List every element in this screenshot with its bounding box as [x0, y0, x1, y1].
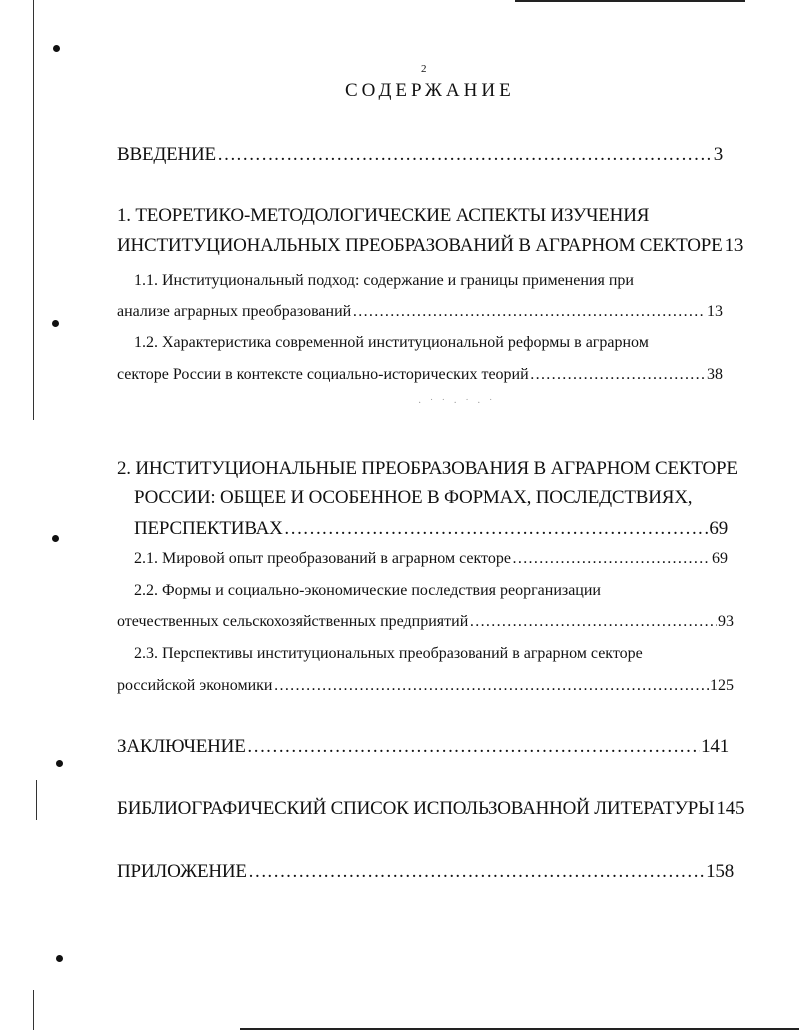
- toc-leader: [284, 518, 709, 540]
- toc-entry-appendix[interactable]: [117, 861, 734, 883]
- toc-label: ИНСТИТУЦИОНАЛЬНЫХ ПРЕОБРАЗОВАНИЙ В АГРАРНОМ СЕКТОРЕ: [117, 235, 723, 256]
- punch-hole-mark: [52, 535, 59, 542]
- page-title: СОДЕРЖАНИЕ: [345, 80, 515, 101]
- toc-label: российской экономики: [117, 677, 273, 694]
- toc-label: ПЕРСПЕКТИВАХ: [134, 518, 283, 539]
- toc-entry-bibliography[interactable]: [117, 798, 745, 820]
- page-number: 2: [421, 63, 427, 75]
- punch-hole-mark: [56, 760, 63, 767]
- left-margin-line-bottom: [33, 990, 34, 1030]
- toc-label: ЗАКЛЮЧЕНИЕ: [117, 736, 246, 757]
- toc-label: секторе России в контексте социально-исторических теорий: [117, 366, 529, 383]
- punch-hole-mark: [53, 45, 60, 52]
- toc-page: 13: [724, 235, 744, 256]
- toc-section-1-2-line1[interactable]: 1.2. Характеристика современной институциональной реформы в аграрном: [134, 334, 649, 351]
- punch-hole-mark: [56, 955, 63, 962]
- toc-entry-conclusion[interactable]: [117, 736, 729, 758]
- toc-leader: [512, 550, 711, 568]
- toc-page: 3: [713, 144, 723, 165]
- toc-section-2-2[interactable]: [117, 613, 734, 631]
- toc-label: БИБЛИОГРАФИЧЕСКИЙ СПИСОК ИСПОЛЬЗОВАННОЙ ЛИТЕРАТУРЫ: [117, 798, 715, 819]
- toc-page: 158: [706, 861, 734, 882]
- toc-label: ВВЕДЕНИЕ: [117, 144, 216, 165]
- toc-leader: [530, 366, 706, 384]
- toc-leader: [248, 861, 705, 883]
- toc-leader: [273, 677, 709, 695]
- toc-label: ПРИЛОЖЕНИЕ: [117, 861, 247, 882]
- toc-label: отечественных сельскохозяйственных предприятий: [117, 613, 469, 630]
- toc-chapter-1[interactable]: [117, 235, 744, 257]
- toc-label: 2.1. Мировой опыт преобразований в аграрном секторе: [134, 550, 511, 567]
- toc-section-1-1-line1[interactable]: 1.1. Институциональный подход: содержание и границы применения при: [134, 272, 634, 289]
- toc-page: 125: [710, 677, 734, 694]
- toc-section-1-2[interactable]: [117, 366, 723, 384]
- left-margin-line: [33, 0, 34, 420]
- toc-section-2-1[interactable]: [134, 550, 728, 568]
- bottom-scan-edge: [240, 1028, 799, 1030]
- toc-page: 69: [709, 518, 728, 539]
- toc-page: 69: [712, 550, 728, 567]
- toc-leader: [217, 144, 713, 166]
- scan-smudge: · ˙ ˙ · ˙ · ˙: [418, 398, 496, 409]
- toc-section-1-1[interactable]: [117, 303, 723, 321]
- toc-leader: [352, 303, 706, 321]
- toc-section-2-2-line1[interactable]: 2.2. Формы и социально-экономические последствия реорганизации: [134, 582, 601, 599]
- toc-leader: [469, 613, 717, 631]
- toc-chapter-2-line1[interactable]: 2. ИНСТИТУЦИОНАЛЬНЫЕ ПРЕОБРАЗОВАНИЯ В АГРАРНОМ СЕКТОРЕ: [117, 458, 738, 479]
- punch-hole-mark: [52, 320, 59, 327]
- top-scan-edge: [515, 0, 745, 2]
- toc-page: 141: [701, 736, 729, 757]
- toc-label: анализе аграрных преобразований: [117, 303, 352, 320]
- left-margin-line-lower: [36, 780, 37, 820]
- toc-chapter-1-line1[interactable]: 1. ТЕОРЕТИКО-МЕТОДОЛОГИЧЕСКИЕ АСПЕКТЫ ИЗУЧЕНИЯ: [117, 205, 650, 226]
- toc-page: 145: [716, 798, 745, 819]
- toc-entry-intro[interactable]: [117, 144, 723, 166]
- toc-chapter-2-line2[interactable]: РОССИИ: ОБЩЕЕ И ОСОБЕННОЕ В ФОРМАХ, ПОСЛЕДСТВИЯХ,: [134, 487, 693, 508]
- toc-leader: [247, 736, 700, 758]
- toc-page: 38: [707, 366, 723, 383]
- toc-section-2-3-line1[interactable]: 2.3. Перспективы институциональных преобразований в аграрном секторе: [134, 645, 643, 662]
- toc-page: 13: [707, 303, 723, 320]
- toc-page: 93: [718, 613, 734, 630]
- toc-chapter-2[interactable]: [134, 518, 728, 540]
- toc-section-2-3[interactable]: [117, 677, 734, 695]
